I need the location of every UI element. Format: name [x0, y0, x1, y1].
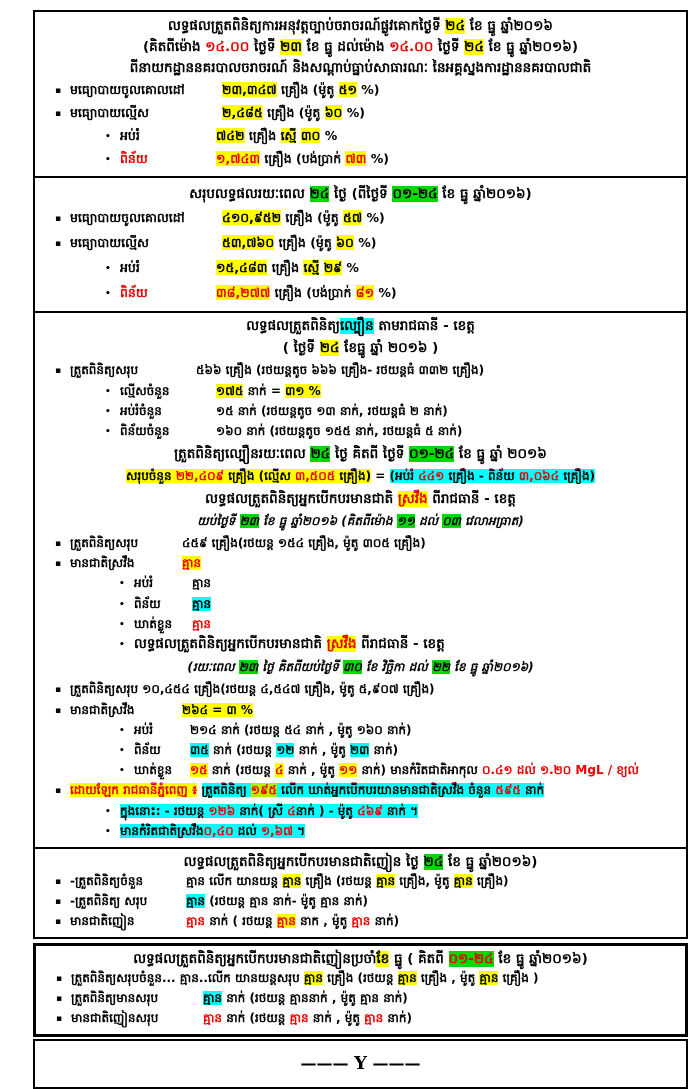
phnom-penh-special: [43, 781, 678, 801]
text-segment: ពីនាយកដ្ឋាននគរបាលចរាចរណ៍ និងសណ្ដាប់ធ្នាប់សាធារណៈ នៃអគ្គស្នងការដ្ឋាននគរបាលជាតិ: [129, 60, 592, 76]
text-segment: ពិន័យ: [134, 596, 161, 611]
text-segment: ៦០: [336, 235, 354, 250]
text-segment: (រយៈពេល: [187, 660, 239, 675]
text-segment: ២៤: [319, 340, 340, 357]
text-segment: គ្រឿង): [559, 469, 596, 484]
text-segment: ———: [366, 1054, 421, 1074]
text-segment: នាក់ (រថយន្ត គ្មាននាក់ , ម៉ូតូ គ្មាន នាក់): [222, 991, 408, 1006]
text-segment: គ្រឿង (ម៉ូតូ: [274, 235, 337, 250]
text-segment: ត្រួតពិនិត្យសរុប: [70, 536, 139, 551]
text-segment: ៣,០៦៤: [518, 469, 560, 484]
bullet-marker: •: [119, 766, 125, 777]
text-segment: ១១: [339, 763, 358, 778]
text-segment: ល្បឿន: [339, 318, 374, 334]
text-segment: គ្មាន: [192, 616, 212, 631]
bullet-marker: ▪: [55, 559, 62, 570]
row-vehicles-checked: [43, 79, 678, 102]
text-segment: គ្រឿង - ពិន័យ: [444, 469, 519, 484]
text-segment: អប់រំ: [120, 260, 140, 275]
text-segment: ១២៦: [208, 803, 236, 818]
bullet-marker: •: [119, 599, 125, 610]
traffic-report-page: [33, 10, 688, 1089]
text-segment: ២,៤៨៥: [222, 105, 263, 120]
text-segment: ០,៤០: [203, 823, 234, 838]
text-segment: ២៣: [239, 513, 259, 528]
text-segment: ———: [300, 1054, 355, 1074]
text-segment: ៥៧: [343, 210, 363, 225]
text-segment: ធ្នូ ( គិតពី: [389, 951, 449, 968]
text-segment: ៤៤១: [418, 469, 445, 484]
bullet-marker: •: [105, 289, 111, 299]
bullet-marker: ▪: [56, 994, 63, 1005]
text-segment: គ្រឿង , ម៉ូតូ: [416, 971, 480, 986]
text-segment: -ត្រួតពិនិត្យចំនួន: [70, 874, 144, 889]
phnom-penh-breakdown: [43, 802, 678, 822]
text-segment: នាក់ , ម៉ូតូ: [308, 1011, 365, 1026]
text-segment: ២៤: [445, 18, 466, 34]
summary-24day-box: [33, 176, 688, 313]
text-segment: ២៤: [464, 39, 484, 55]
drunk-daily-total: [43, 534, 678, 554]
footer-divider-line: [300, 1053, 420, 1074]
drug-daily-total: [43, 892, 678, 912]
text-segment: លទ្ធផលត្រួតពិនិត្យអ្នកបើកបរមានជាតិញៀនប្រចាំ: [133, 951, 377, 968]
text-segment: - រថយន្ត: [164, 803, 209, 818]
text-segment: ១,៦៧: [261, 823, 293, 838]
text-segment: ១៩៥: [250, 783, 277, 798]
text-segment: ពិន័យ: [120, 151, 148, 166]
text-segment: ត្រួតពិនិត្យសរុប: [70, 682, 143, 697]
text-segment: គ្រឿង (ម៉ូតូ: [262, 105, 325, 120]
speed-24day-totals: [43, 467, 678, 486]
daily-results-lines: [43, 16, 678, 171]
text-segment: ៣៨,២៧៧: [216, 285, 271, 300]
text-segment: ១៥: [190, 763, 208, 778]
row-educated: [43, 256, 678, 281]
text-segment: នាក់ ( រថយន្ត: [205, 914, 277, 929]
text-segment: ស្មើ: [280, 128, 297, 143]
text-segment: ១៥ នាក់ (រថយន្តតូច ១៣ នាក់, រថយន្តធំ ២ នាក់): [216, 403, 448, 418]
text-segment: អប់រំ: [120, 128, 140, 143]
speed-educated: [43, 402, 678, 422]
text-segment: សរុបលទ្ធផលរយៈពេល: [189, 186, 310, 202]
text-segment: គ្រឿង (ល្មើស: [224, 469, 295, 484]
bullet-marker: •: [119, 619, 125, 630]
speed-title: [43, 317, 678, 336]
text-segment: គ្រឿង (បង់ប្រាក់: [260, 151, 346, 166]
bullet-marker: •: [105, 132, 111, 142]
speed-and-drunk-box: [33, 311, 688, 849]
text-segment: លើក ឃាត់អ្នកបើកបរយានមានជាតិស្រវឹង ចំនួន: [277, 783, 496, 798]
text-segment: គ្រឿង ): [498, 971, 539, 986]
text-segment: ០១-២៤: [448, 951, 494, 968]
box2-title: [43, 182, 678, 206]
text-segment: ២៣: [238, 660, 259, 675]
text-segment: %): [342, 105, 365, 120]
text-segment: នាក់ , ម៉ូតូ: [283, 763, 340, 778]
bullet-marker: •: [105, 155, 111, 165]
text-segment: នាក់: [520, 783, 545, 798]
drunk-23day-positive: [43, 701, 678, 721]
text-segment: ០.៤១ ដល់ ១.២០ MgL / ខ្យល់: [482, 763, 639, 778]
text-segment: ថ្ងៃទី: [433, 39, 465, 55]
text-segment: ២១៤ នាក់ (រថយន្ត ៥៤ នាក់ , ម៉ូតូ ១៦០ នាក់): [190, 722, 412, 737]
text-segment: ពិន័យចំនួន: [120, 424, 170, 439]
phnom-penh-alcohol-level: [43, 822, 678, 842]
row-vehicles-violating: [43, 102, 678, 125]
drunk-daily-fined: [43, 595, 678, 615]
text-segment: ថ្ងៃ គិតពី ថ្ងៃទី: [330, 446, 410, 463]
text-segment: ៥៣,៧៦០: [222, 235, 275, 250]
drug-monthly-positive: [44, 1009, 677, 1029]
text-segment: ខែ ធ្នូ ឆ្នាំ២០១៦ (គិតពីម៉ោង: [258, 513, 397, 528]
text-segment: ពីរាជធានី - ខេត្ត: [356, 636, 445, 653]
bullet-marker: ▪: [55, 214, 62, 224]
text-segment: ២៣,៣៤៧: [222, 82, 277, 97]
text-segment: ១៦០ នាក់ (រថយន្តតូច ១៥៥ នាក់, រថយន្តធំ ៥ នាក់): [216, 424, 463, 439]
text-segment: គ្រឿង): [335, 469, 372, 484]
bullet-marker: ▪: [55, 109, 62, 119]
drunk-23day-period: [43, 658, 678, 677]
text-segment: ខែ ធ្នូ ឆ្នាំ ២០១៦: [454, 446, 547, 463]
bullet-marker: ▪: [55, 239, 62, 249]
text-segment: គ្រឿង): [472, 874, 509, 889]
text-segment: ២៤: [309, 186, 330, 202]
text-segment: ០១-២៤: [409, 446, 455, 463]
text-segment: ពិន័យ: [134, 743, 161, 758]
bullet-marker: ▪: [55, 539, 62, 550]
text-segment: អប់រំ: [134, 722, 154, 737]
bullet-marker: •: [105, 264, 111, 274]
text-segment: គ្មាន: [303, 971, 323, 986]
bullet-marker: ▪: [55, 86, 62, 96]
text-segment: គ្មាន: [192, 576, 212, 591]
footer-divider-box: [33, 1039, 688, 1089]
text-segment: នាក់) មានកំរិតជាតិអាកុល: [357, 763, 482, 778]
drunk-23day-educated: [43, 721, 678, 741]
text-segment: គ្មាន: [376, 874, 396, 889]
text-segment: យប់ថ្ងៃទី: [197, 513, 240, 528]
text-segment: ៥៩៥: [495, 783, 521, 798]
text-segment: គ្រឿង, ម៉ូតូ: [395, 874, 454, 889]
bullet-marker: •: [119, 725, 125, 736]
bullet-marker: ▪: [55, 705, 62, 716]
text-segment: ថ្ងៃ (ពីថ្ងៃទី: [329, 186, 393, 202]
drunk-daily-detained: [43, 615, 678, 635]
text-segment: វេលាអធ្រាត): [460, 513, 524, 528]
text-segment: ស្រវឹង: [397, 490, 428, 507]
text-segment: ២២: [431, 660, 450, 675]
text-segment: %: [320, 128, 338, 143]
text-segment: ២៤: [310, 446, 331, 463]
text-segment: ខែ ធ្នូ ឆ្នាំ២០១៦): [437, 186, 532, 202]
text-segment: ស្មើ: [303, 260, 320, 275]
text-segment: គ្រឿង: [267, 260, 304, 275]
text-segment: ល្មើសចំនួន: [120, 383, 170, 398]
drunk-23day-total: [43, 680, 678, 700]
row-vehicles-violating: [43, 231, 678, 256]
drug-monthly-total: [44, 989, 677, 1009]
text-segment: នាក់ ។: [382, 803, 419, 818]
bullet-marker: •: [105, 826, 111, 837]
drug-daily-checks: [43, 872, 678, 892]
text-segment: គ្រឿង (ម៉ូតូ: [281, 210, 343, 225]
text-segment: នាក់ (រថយន្ត: [207, 763, 276, 778]
text-segment: ២៩: [323, 260, 342, 275]
text-segment: គ្មាន: [289, 1011, 309, 1026]
text-segment: %): [362, 210, 385, 225]
bullet-marker: ▪: [55, 897, 62, 908]
text-segment: ខែ ធ្នូ ឆ្នាំ២០១៦: [465, 18, 553, 34]
text-segment: មធ្យោបាយចូលគោលដៅ: [70, 82, 185, 97]
text-segment: ខែ ធ្នូ ឆ្នាំ២០១៦): [493, 951, 588, 968]
bullet-marker: •: [105, 406, 111, 417]
bullet-marker: •: [105, 386, 111, 397]
text-segment: គ្រឿង (បង់ប្រាក់: [270, 285, 356, 300]
bullet-marker: ▪: [56, 974, 63, 985]
speed-total: [43, 361, 678, 381]
text-segment: ៦០: [324, 105, 343, 120]
text-segment: ៣០: [343, 660, 362, 675]
text-segment: គ្មាន: [186, 914, 206, 929]
text-segment: ៣១ %: [285, 383, 321, 398]
text-segment: ខែធ្នូ ឆ្នាំ ២០១៦ ): [339, 340, 439, 357]
text-segment: (គិតពីម៉ោង: [142, 39, 206, 55]
text-segment: សរុបចំនួន: [125, 469, 176, 484]
drug-monthly-title: [44, 950, 677, 969]
text-segment: ០១-២៤: [392, 186, 438, 202]
text-segment: Y: [354, 1053, 367, 1075]
row-vehicles-checked: [43, 206, 678, 231]
drug-daily-title: [43, 853, 678, 872]
drug-monthly-box: [33, 943, 688, 1037]
text-segment: គ្មាន: [203, 1011, 223, 1026]
text-segment: មានជាតិញៀន: [70, 914, 135, 929]
text-segment: =: [371, 469, 390, 484]
drug-daily-box: [33, 847, 688, 939]
text-segment: គ្មាន: [192, 596, 212, 611]
text-segment: គ្រឿង (ម៉ូតូ: [276, 82, 339, 97]
text-segment: នាក់ =: [243, 383, 286, 398]
drunk-daily-positive: [43, 554, 678, 574]
text-segment: ៣០: [300, 128, 321, 143]
text-segment: ០៣: [442, 513, 461, 528]
text-segment: គ្មាន: [186, 894, 206, 909]
box1-title-line2: [43, 37, 678, 58]
text-segment: ដោយឡែក រាជធានីភ្នំពេញ ៖: [70, 783, 198, 798]
text-segment: ខែ ធ្នូ ដល់ម៉ោង: [301, 39, 390, 55]
drunk-23day-fined: [43, 741, 678, 761]
text-segment: អប់រំចំនួន: [120, 403, 162, 418]
text-segment: អប់រំ: [134, 576, 154, 591]
text-segment: ។: [293, 823, 306, 838]
row-fined: [43, 281, 678, 306]
text-segment: គ្រឿង: [244, 128, 281, 143]
bullet-marker: ▪: [55, 877, 62, 888]
text-segment: ៣៥: [190, 743, 209, 758]
text-segment: គ្មាន: [182, 556, 202, 571]
text-segment: ៧៣: [345, 151, 367, 166]
bullet-marker: •: [105, 427, 111, 438]
text-segment: ពីរាជធានី - ខេត្ត: [427, 490, 516, 507]
text-segment: នាក់ , ម៉ូតូ: [294, 743, 350, 758]
text-segment: ៣,៥០៥: [294, 469, 336, 484]
text-segment: ៤: [275, 763, 284, 778]
text-segment: ឃាត់ខ្លួន: [134, 763, 173, 778]
text-segment: ត្រួតពិនិត្យសរុបចំនួន... គ្មាន..លើក យានយន្តសរុប: [71, 971, 304, 986]
text-segment: នាក់): [370, 914, 400, 929]
drunk-title-daily: [43, 490, 678, 509]
bullet-marker: ▪: [55, 917, 62, 928]
text-segment: ត្រួតពិនិត្យ: [201, 783, 251, 798]
text-segment: ៤: [287, 803, 296, 818]
daily-results-box: [33, 10, 688, 178]
text-segment: លទ្ធផលត្រួតពិនិត្យអ្នកបើកបរមានជាតិញៀន ថ្ងៃ: [183, 854, 424, 871]
text-segment: ថ្ងៃ គិតពីយប់ថ្ងៃទី: [258, 660, 344, 675]
text-segment: នាក់ (រថយន្ត: [208, 743, 277, 758]
text-segment: ពិន័យ: [120, 285, 148, 300]
text-segment: គ្មាន: [276, 914, 296, 929]
text-segment: លទ្ធផលត្រួតពិនិត្យអ្នកបើកបរមានជាតិ: [205, 490, 398, 507]
text-segment: ១៤.០០: [205, 39, 250, 55]
text-segment: ១៥,៤៨៣: [216, 260, 268, 275]
drunk-23day-title: [43, 635, 678, 655]
text-segment: នាក់ (រថយន្ត: [222, 1011, 290, 1026]
text-segment: ខែ ធ្នូ ឆ្នាំ២០១៦): [483, 39, 579, 55]
text-segment: ១៤.០០: [389, 39, 434, 55]
text-segment: គ្មាន លើក យានយន្ត: [186, 874, 283, 889]
speed-and-drunk-lines: [43, 317, 678, 842]
text-segment: លទ្ធផលត្រួតពិនិត្យ: [246, 318, 340, 334]
text-segment: គ្មាន: [397, 971, 417, 986]
text-segment: លទ្ធផលត្រួតពិនិត្យការអនុវត្តច្បាប់ចរាចរណ៍ផ្លូវគោកថ្ងៃទី: [168, 18, 446, 34]
text-segment: ខែ វិច្ឆិកា ដល់: [361, 660, 432, 675]
text-segment: ១០,៤៥៤ គ្រឿង(រថយន្ត ៤,៥៤៧ គ្រឿង, ម៉ូតូ ៥,៩០៧ គ្រឿង): [142, 682, 435, 697]
text-segment: ត្រួតពិនិត្យមានសរុប: [71, 991, 159, 1006]
box1-title-line1: [43, 16, 678, 37]
text-segment: ស្រវឹង: [326, 636, 357, 653]
speed-fined: [43, 422, 678, 442]
drunk-23day-detained: [43, 761, 678, 781]
bullet-marker: •: [119, 640, 125, 651]
text-segment: (អប់រំ: [389, 469, 419, 484]
bullet-marker: •: [119, 579, 125, 590]
text-segment: ៥៦៦ គ្រឿង (រថយន្តតូច ៦៦៦ គ្រឿង- រថយន្តធំ ៣៣២ គ្រឿង): [196, 363, 485, 378]
text-segment: ២២,៤០៩: [175, 469, 225, 484]
text-segment: គ្រឿង (រថយន្ត: [301, 874, 377, 889]
drug-monthly-checks: [44, 969, 677, 989]
text-segment: %): [374, 285, 397, 300]
text-segment: ២៦៤ = ៣ %: [182, 702, 253, 717]
bullet-marker: ▪: [56, 1014, 63, 1025]
speed-violations: [43, 382, 678, 402]
text-segment: ខែ ធ្នូ ឆ្នាំ២០១៦): [449, 660, 534, 675]
text-segment: ១,៧៤៣: [216, 151, 260, 166]
text-segment: %: [342, 260, 359, 275]
text-segment: ៤៥៩ គ្រឿង(រថយន្ត ១៥៤ គ្រឿង, ម៉ូតូ ៣០៥ គ្រឿង): [182, 536, 426, 551]
text-segment: គ្មាន: [351, 914, 371, 929]
bullet-marker: •: [119, 746, 125, 757]
text-segment: ១២: [276, 743, 295, 758]
text-segment: ៤១០,៩៥២: [222, 210, 282, 225]
text-segment: [197, 783, 201, 797]
summary-24day-lines: [43, 182, 678, 306]
box1-title-line3: [43, 58, 678, 79]
text-segment: នាក់): [369, 743, 399, 758]
text-segment: គ្មាន: [364, 1011, 384, 1026]
text-segment: គ្មាន: [453, 874, 473, 889]
text-segment: %): [353, 235, 377, 250]
text-segment: ដល់: [233, 823, 262, 838]
text-segment: ៧៤២: [216, 128, 245, 143]
text-segment: នាក់): [383, 1011, 412, 1026]
drug-daily-lines: [43, 853, 678, 932]
text-segment: ខែ ធ្នូ ឆ្នាំ២០១៦): [443, 854, 538, 871]
text-segment: -ត្រួតពិនិត្យ សរុប: [70, 894, 148, 909]
bullet-marker: ▪: [55, 786, 62, 797]
text-segment: គ្រឿង (រថយន្ត: [322, 971, 398, 986]
bullet-marker: •: [105, 806, 111, 817]
speed-date: [43, 339, 678, 358]
text-segment: ២៤: [423, 854, 444, 871]
text-segment: ដល់: [414, 513, 443, 528]
text-segment: ( ថ្ងៃទី: [282, 340, 320, 357]
row-fined: [43, 148, 678, 171]
drunk-daily-period: [43, 512, 678, 531]
text-segment: ៨១: [355, 285, 375, 300]
text-segment: គ្មាន: [479, 971, 499, 986]
text-segment: មានជាតិញៀនសរុប: [71, 1011, 159, 1026]
text-segment: ខែ: [376, 951, 390, 968]
text-segment: ១៧៥: [216, 383, 244, 398]
text-segment: មធ្យោបាយចូលគោលដៅ: [70, 210, 185, 225]
text-segment: ២៣: [350, 743, 370, 758]
text-segment: មានជាតិស្រវឹង: [70, 556, 135, 571]
text-segment: ត្រួតពិនិត្យសរុប: [70, 363, 139, 378]
text-segment: %): [366, 151, 390, 166]
text-segment: ត្រួតពិនិត្យល្បឿនរយៈពេល: [174, 446, 311, 463]
text-segment: ក្នុងនោះ:: [120, 803, 165, 818]
text-segment: លទ្ធផលត្រួតពិនិត្យអ្នកបើកបរមានជាតិ: [134, 636, 327, 653]
text-segment: គ្មាន: [203, 991, 223, 1006]
bullet-marker: ▪: [55, 366, 62, 377]
text-segment: គ្មាន: [282, 874, 302, 889]
footer-divider: [300, 1053, 420, 1074]
text-segment: នាក់( ស្រី: [235, 803, 288, 818]
text-segment: ១១: [396, 513, 415, 528]
text-segment: %): [356, 82, 380, 97]
text-segment: មធ្យោបាយល្មើស: [70, 235, 149, 250]
text-segment: ថ្ងៃទី: [249, 39, 281, 55]
drug-daily-positive: [43, 912, 678, 932]
drunk-daily-educated: [43, 574, 678, 594]
text-segment: ឃាត់ខ្លួន: [134, 616, 173, 631]
bullet-marker: ▪: [55, 685, 62, 696]
speed-24day-title: [43, 445, 678, 464]
text-segment: ៤៦៩: [357, 803, 383, 818]
row-educated: [43, 125, 678, 148]
text-segment: ២៣: [280, 39, 302, 55]
text-segment: មធ្យោបាយល្មើស: [70, 105, 149, 120]
text-segment: (រថយន្ត គ្មាន នាក់- ម៉ូតូ គ្មាន នាក់): [205, 894, 368, 909]
text-segment: មានជាតិស្រវឹង: [70, 702, 135, 717]
text-segment: តាមរាជធានី - ខេត្ត: [373, 318, 475, 334]
text-segment: ៥១: [338, 82, 357, 97]
text-segment: នាក់ ) - ម៉ូតូ: [295, 803, 358, 818]
text-segment: មានកំរិតជាតិស្រវឹង: [120, 823, 204, 838]
text-segment: នាក , ម៉ូតូ: [295, 914, 352, 929]
